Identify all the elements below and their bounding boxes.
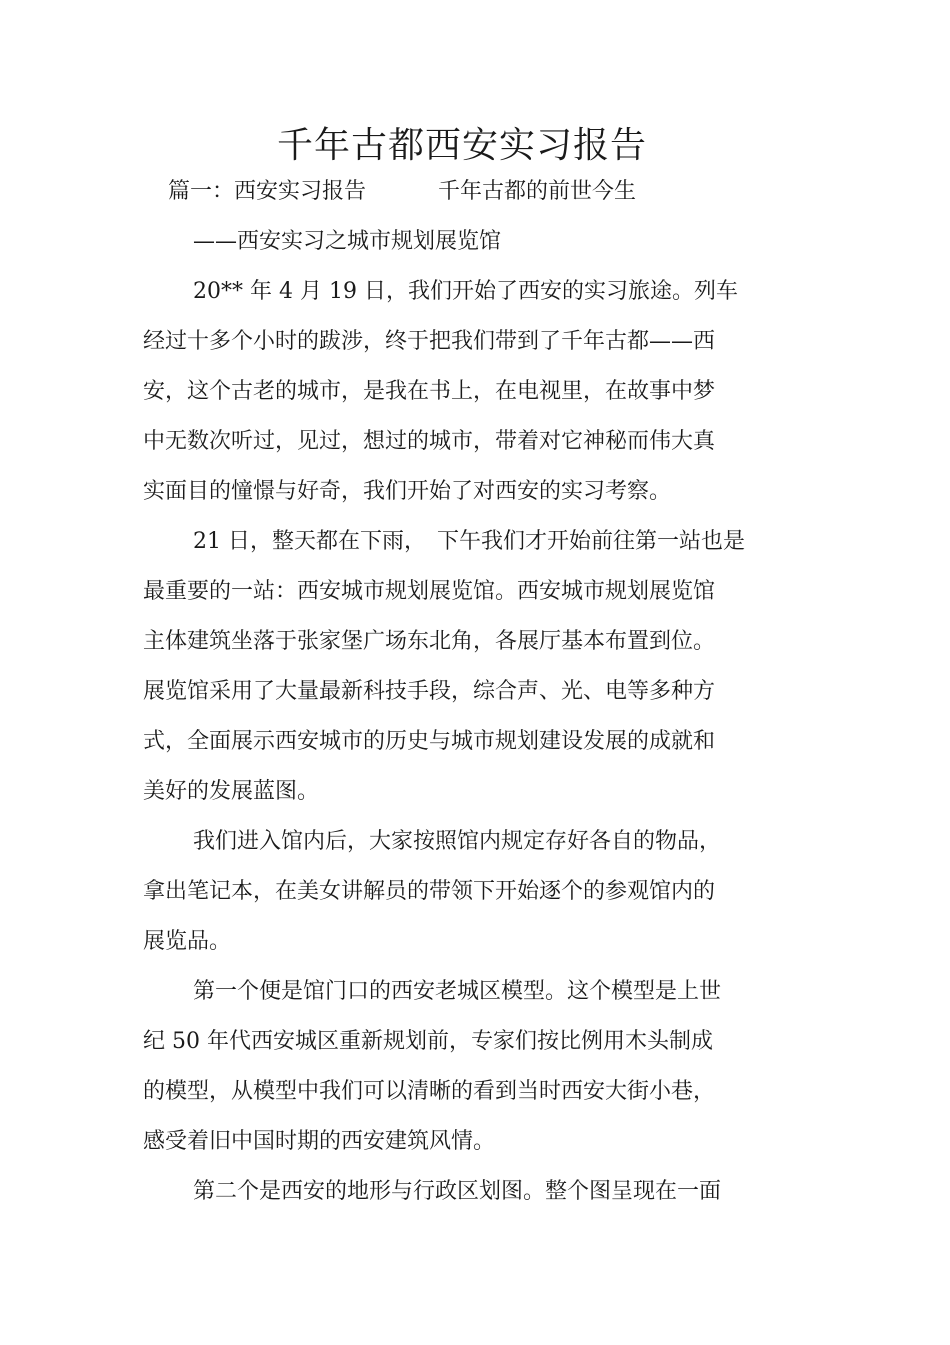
text-line: 20** 年 4 月 19 日，我们开始了西安的实习旅途。列车 <box>193 279 738 304</box>
text-line: 的模型，从模型中我们可以清晰的看到当时西安大街小巷， <box>143 1079 716 1104</box>
text-line: 展览品。 <box>143 929 232 954</box>
text-line: 展览馆采用了大量最新科技手段，综合声、光、电等多种方 <box>143 679 716 704</box>
text-line: 中无数次听过，见过，想过的城市，带着对它神秘而伟大真 <box>143 429 716 454</box>
text-line: 第二个是西安的地形与行政区划图。整个图呈现在一面 <box>193 1179 722 1204</box>
text-line: 经过十多个小时的跋涉，终于把我们带到了千年古都——西 <box>143 329 716 354</box>
text-line: 安，这个古老的城市，是我在书上，在电视里，在故事中梦 <box>143 379 716 404</box>
subtitle-line <box>168 177 636 207</box>
text-line: 第一个便是馆门口的西安老城区模型。这个模型是上世 <box>193 979 722 1004</box>
document-title: 千年古都西安实习报告 <box>276 125 647 166</box>
text-line: 式，全面展示西安城市的历史与城市规划建设发展的成就和 <box>143 729 716 754</box>
text-line: 纪 50 年代西安城区重新规划前，专家们按比例用木头制成 <box>143 1029 713 1054</box>
text-line: 拿出笔记本，在美女讲解员的带领下开始逐个的参观馆内的 <box>143 879 716 904</box>
text-line: 主体建筑坐落于张家堡广场东北角，各展厅基本布置到位。 <box>143 629 716 654</box>
text-line: 美好的发展蓝图。 <box>143 779 320 804</box>
text-line: 我们进入馆内后，大家按照馆内规定存好各自的物品， <box>193 829 722 854</box>
text-line: 最重要的一站：西安城市规划展览馆。西安城市规划展览馆 <box>143 579 716 604</box>
text-line: 实面目的憧憬与好奇，我们开始了对西安的实习考察。 <box>143 479 672 504</box>
subtitle-left: 篇一：西安实习报告 <box>168 179 367 204</box>
text-line: 21 日，整天都在下雨， 下午我们才开始前往第一站也是 <box>193 529 745 554</box>
text-line: 感受着旧中国时期的西安建筑风情。 <box>143 1129 496 1154</box>
subtitle-2: ——西安实习之城市规划展览馆 <box>193 229 502 254</box>
subtitle-right: 千年古都的前世今生 <box>438 179 637 204</box>
